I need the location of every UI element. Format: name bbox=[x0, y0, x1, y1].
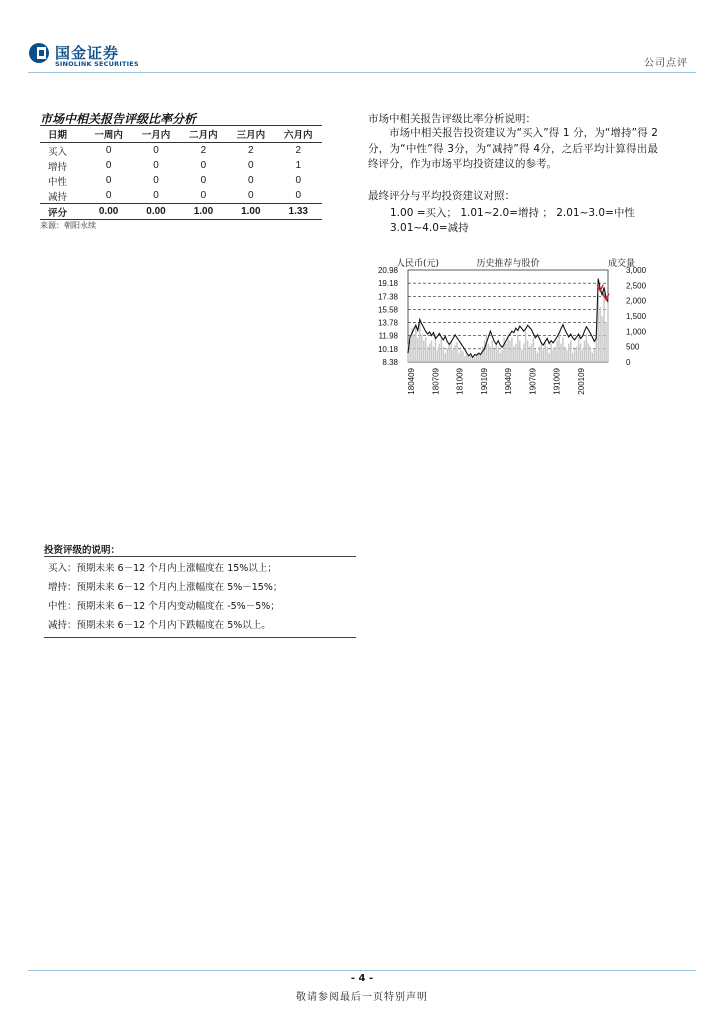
logo-english-name: SINOLINK SECURITIES bbox=[55, 60, 139, 68]
x-tick-label: 181009 bbox=[455, 368, 465, 395]
table-row bbox=[40, 188, 322, 204]
volume-bar bbox=[543, 350, 544, 362]
y2-tick-label: 2,000 bbox=[626, 296, 647, 306]
volume-bar bbox=[545, 341, 546, 362]
volume-bar bbox=[464, 356, 465, 362]
table-cell: 0 bbox=[248, 190, 254, 201]
list-item: 减持：预期未来 6－12 个月内下跌幅度在 5%以上。 bbox=[48, 620, 271, 631]
page-number: - 4 - bbox=[350, 973, 374, 984]
volume-bar bbox=[441, 337, 442, 362]
header-cell: 一周内 bbox=[94, 130, 123, 141]
document-type: 公司点评 bbox=[644, 58, 688, 69]
volume-bar bbox=[468, 357, 469, 362]
table-cell: 2 bbox=[248, 145, 254, 156]
volume-bar bbox=[443, 347, 444, 362]
row-label: 买入 bbox=[48, 146, 68, 158]
volume-bar bbox=[423, 341, 424, 362]
volume-bar bbox=[446, 348, 447, 362]
volume-bar bbox=[574, 350, 575, 362]
volume-bar bbox=[503, 337, 504, 362]
volume-bar bbox=[533, 337, 534, 362]
y-tick-label: 20.98 bbox=[377, 266, 398, 275]
y-tick-label: 19.18 bbox=[377, 279, 398, 289]
volume-bar bbox=[448, 344, 449, 362]
volume-bar bbox=[535, 350, 536, 362]
table-cell: 0 bbox=[248, 160, 254, 171]
score-row bbox=[40, 204, 322, 220]
table-cell: 1.00 bbox=[193, 206, 214, 217]
y2-tick-label: 0 bbox=[626, 358, 631, 367]
x-tick-label: 191009 bbox=[552, 368, 562, 395]
investment-rating-title: 投资评级的说明： bbox=[44, 545, 121, 556]
volume-bar bbox=[509, 341, 510, 362]
volume-bar bbox=[458, 353, 459, 362]
table-cell: 0 bbox=[105, 160, 112, 171]
chart-title: 历史推荐与股价 bbox=[476, 259, 540, 269]
row-label: 评分 bbox=[48, 207, 68, 219]
volume-bar bbox=[566, 350, 567, 362]
y-axis-label: 人民币(元) bbox=[396, 259, 440, 269]
volume-bar bbox=[439, 344, 440, 362]
volume-bar bbox=[415, 325, 416, 362]
volume-bar bbox=[523, 344, 524, 362]
table-cell: 0 bbox=[105, 145, 112, 156]
x-tick-label: 190109 bbox=[479, 368, 489, 395]
table-cell: 1.33 bbox=[288, 206, 308, 217]
explanation-title: 市场中相关报告评级比率分析说明： bbox=[368, 113, 536, 125]
table-cell: 0 bbox=[200, 175, 207, 186]
volume-bar bbox=[607, 301, 608, 362]
table-cell: 0.00 bbox=[98, 206, 119, 217]
table-cell: 0 bbox=[153, 175, 159, 186]
volume-bar bbox=[421, 334, 422, 362]
volume-bar bbox=[560, 344, 561, 362]
y2-tick-label: 1,000 bbox=[626, 327, 647, 337]
y2-tick-label: 1,500 bbox=[626, 312, 647, 321]
x-tick-label: 190709 bbox=[528, 368, 538, 395]
volume-bar bbox=[572, 353, 573, 362]
volume-bar bbox=[476, 356, 477, 362]
volume-bar bbox=[466, 354, 467, 362]
header-divider bbox=[28, 72, 696, 73]
volume-bar bbox=[433, 347, 434, 362]
header-cell: 一月内 bbox=[141, 130, 171, 141]
table-cell: 0 bbox=[105, 190, 112, 201]
volume-bar bbox=[492, 341, 493, 362]
volume-bar bbox=[592, 353, 593, 362]
row-label: 增持 bbox=[48, 161, 68, 173]
table-cell: 0 bbox=[248, 175, 254, 186]
row-label: 中性 bbox=[48, 176, 68, 188]
table-cell: 1.00 bbox=[241, 206, 261, 217]
table-cell: 0 bbox=[153, 145, 159, 156]
logo-mark-icon bbox=[28, 42, 50, 64]
volume-bar bbox=[568, 344, 569, 362]
volume-bar bbox=[490, 347, 491, 362]
volume-bar bbox=[431, 341, 432, 362]
table-cell: 0 bbox=[153, 190, 159, 201]
table-row bbox=[40, 173, 322, 188]
table-source: 来源：朝阳永续 bbox=[40, 221, 96, 230]
y-tick-label: 10.18 bbox=[377, 344, 398, 354]
volume-bar bbox=[582, 350, 583, 362]
table-row bbox=[40, 158, 322, 173]
volume-bar bbox=[580, 344, 581, 362]
volume-bar bbox=[548, 353, 549, 362]
list-item: 中性：预期未来 6－12 个月内变动幅度在 -5%－5%； bbox=[48, 601, 280, 612]
table-cell: 0 bbox=[295, 175, 302, 186]
volume-bar bbox=[486, 334, 487, 362]
volume-bar bbox=[541, 344, 542, 362]
volume-bar bbox=[450, 341, 451, 362]
volume-bar bbox=[554, 347, 555, 362]
row-label: 减持 bbox=[48, 191, 68, 203]
price-history-chart bbox=[368, 254, 660, 414]
volume-bar bbox=[425, 337, 426, 362]
y2-axis-label: 成交量 bbox=[608, 259, 636, 269]
volume-bar bbox=[519, 341, 520, 362]
volume-bar bbox=[521, 350, 522, 362]
volume-bar bbox=[452, 350, 453, 362]
y-tick-label: 15.58 bbox=[377, 305, 398, 315]
volume-bar bbox=[482, 347, 483, 362]
volume-bar bbox=[562, 337, 563, 362]
footer-disclaimer: 敬请参阅最后一页特别声明 bbox=[296, 992, 428, 1003]
volume-bar bbox=[578, 337, 579, 362]
volume-bar bbox=[539, 347, 540, 362]
volume-bar bbox=[576, 347, 577, 362]
volume-bar bbox=[603, 288, 604, 362]
y-tick-label: 17.38 bbox=[377, 292, 398, 302]
list-item: 增持：预期未来 6－12 个月内上涨幅度在 5%－15%； bbox=[48, 582, 283, 593]
volume-bar bbox=[556, 341, 557, 362]
table-cell: 0 bbox=[200, 160, 207, 171]
volume-bar bbox=[484, 341, 485, 362]
table-cell: 0.00 bbox=[146, 206, 166, 217]
y-tick-label: 13.78 bbox=[377, 318, 398, 328]
volume-bar bbox=[499, 353, 500, 362]
volume-bar bbox=[470, 356, 471, 362]
footer-divider bbox=[28, 970, 696, 971]
volume-bar bbox=[588, 344, 589, 362]
volume-bar bbox=[497, 347, 498, 362]
x-tick-label: 180409 bbox=[407, 368, 416, 395]
list-item: 买入：预期未来 6－12 个月内上涨幅度在 15%以上； bbox=[48, 563, 277, 574]
volume-bar bbox=[546, 347, 547, 362]
volume-bar bbox=[599, 307, 600, 362]
volume-bar bbox=[550, 344, 551, 362]
header-cell: 三月内 bbox=[236, 130, 266, 141]
volume-bar bbox=[454, 345, 455, 362]
header-cell: 六月内 bbox=[284, 130, 313, 141]
y2-tick-label: 3,000 bbox=[626, 266, 647, 275]
volume-bar bbox=[429, 344, 430, 362]
volume-bar bbox=[494, 350, 495, 362]
volume-bar bbox=[605, 322, 606, 362]
y-tick-label: 11.98 bbox=[378, 331, 398, 341]
table-cell: 0 bbox=[295, 190, 302, 201]
volume-bar bbox=[570, 341, 571, 362]
rating-table bbox=[40, 125, 322, 220]
mapping-line-2: 3.01~4.0=减持 bbox=[390, 222, 469, 234]
volume-bar bbox=[417, 337, 418, 362]
volume-bar bbox=[590, 347, 591, 362]
volume-bar bbox=[558, 334, 559, 362]
volume-bar bbox=[586, 334, 587, 362]
mapping-line-1: 1.00 =买入； 1.01~2.0=增持 ； 2.01~3.0=中性 bbox=[390, 207, 635, 219]
volume-bar bbox=[496, 344, 497, 362]
volume-bar bbox=[564, 347, 565, 362]
mapping-title: 最终评分与平均投资建议对照： bbox=[368, 190, 515, 202]
volume-bar bbox=[445, 353, 446, 362]
volume-bar bbox=[480, 354, 481, 362]
volume-bar bbox=[525, 331, 526, 362]
volume-bar bbox=[413, 334, 414, 362]
table-cell: 0 bbox=[105, 175, 112, 186]
volume-bar bbox=[474, 357, 475, 362]
table-cell: 1 bbox=[295, 160, 302, 171]
rating-table-header-row bbox=[40, 126, 322, 143]
volume-bar bbox=[527, 341, 528, 362]
y-tick-label: 8.38 bbox=[382, 358, 398, 367]
volume-bar bbox=[511, 337, 512, 362]
volume-bar bbox=[529, 347, 530, 362]
volume-bar bbox=[456, 342, 457, 362]
table-cell: 2 bbox=[295, 145, 302, 156]
x-tick-label: 180709 bbox=[431, 368, 441, 395]
volume-bar bbox=[537, 353, 538, 362]
explanation-paragraph: 市场中相关报告投资建议为“买入”得 1 分，为“增持”得 2分，为“中性”得 3分，为“减持”得 4分，之后平均计算得出最终评分，作为市场平均投资建议的参考。 bbox=[368, 127, 658, 170]
y2-tick-label: 500 bbox=[626, 342, 640, 352]
volume-bar bbox=[517, 334, 518, 362]
table-cell: 2 bbox=[200, 145, 207, 156]
volume-bar bbox=[488, 344, 489, 362]
company-logo bbox=[28, 42, 158, 72]
table-cell: 0 bbox=[200, 190, 207, 201]
volume-bar bbox=[552, 350, 553, 362]
volume-bar bbox=[515, 344, 516, 362]
volume-bar bbox=[601, 316, 602, 362]
y2-tick-label: 2,500 bbox=[626, 281, 647, 291]
volume-bar bbox=[531, 344, 532, 362]
volume-bar bbox=[584, 341, 585, 362]
volume-bar bbox=[437, 350, 438, 362]
volume-bar bbox=[472, 359, 473, 362]
logo-chinese-name: 国金证券 bbox=[55, 44, 120, 62]
volume-bar bbox=[594, 350, 595, 362]
volume-bar bbox=[419, 322, 420, 362]
volume-bar bbox=[513, 347, 514, 362]
volume-bar bbox=[505, 344, 506, 362]
header-cell: 二月内 bbox=[189, 130, 218, 141]
volume-bar bbox=[460, 350, 461, 362]
volume-bar bbox=[462, 351, 463, 362]
rating-table-title: 市场中相关报告评级比率分析 bbox=[40, 112, 197, 126]
page-header bbox=[0, 0, 724, 80]
table-cell: 0 bbox=[153, 160, 159, 171]
x-tick-label: 200109 bbox=[577, 368, 586, 395]
investment-rating-list bbox=[44, 556, 356, 638]
volume-bar bbox=[501, 350, 502, 362]
table-row bbox=[40, 143, 322, 159]
volume-bar bbox=[427, 347, 428, 362]
header-cell: 日期 bbox=[48, 130, 68, 141]
x-tick-label: 190409 bbox=[504, 368, 514, 395]
